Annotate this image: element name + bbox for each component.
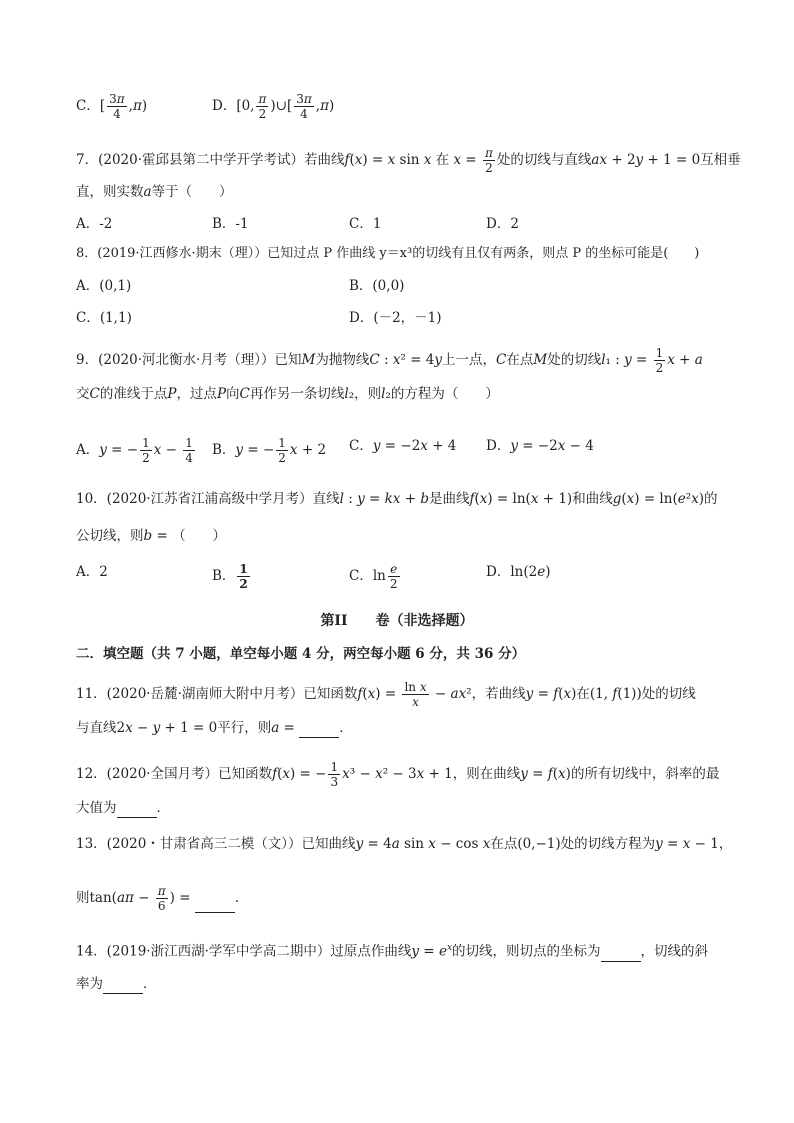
q11-text-mid2: 在 [576, 686, 590, 702]
q12-line-1: 12．(2020·全国月考）已知函数f(x) = − $\frac{1}{3}$ x³ − x² − 3x + 1，则在曲线y = f(x)的所有切线中，斜率的最 [76, 760, 720, 789]
option-label: C． [76, 98, 100, 114]
answer-blank[interactable] [195, 898, 235, 913]
q11-line2a: 与直线 [76, 720, 117, 736]
q10-option-c: C．ln $\frac{e}{2}$ [349, 562, 398, 591]
q11-line-2: 与直线2x − y + 1 = 0平行，则a = ． [76, 720, 353, 736]
q9-line2e: 再作另一条切线 [249, 386, 345, 402]
q6-option-d: D．[0, $\frac{\pi}{2}$ )∪[ $\frac{3\pi}{4}$ ,π) [212, 92, 335, 121]
q13-line-2: 则tan(aπ − $\frac{\pi}{6}$ ) = ． [76, 884, 249, 913]
q14-text-mid: 的切线，则切点的坐标为 [452, 943, 601, 960]
q7-line2b: 等于（ ） [151, 184, 233, 200]
q11-line-1: 11．(2020·岳麓·湖南师大附中月考）已知函数f(x) = $\frac{\text{ln x}}{x}$ − ax²，若曲线y = f(x)在(1, f(1))处的切线 [76, 680, 696, 709]
q9-line2a: 交 [76, 386, 90, 402]
section-heading: 二．填空题（共 7 小题，单空每小题 4 分，两空每小题 6 分，共 36 分） [76, 646, 526, 662]
q9-text-mid4: 处的切线 [547, 352, 602, 368]
q7-text: 7．(2020·霍邱县第二中学开学考试）若曲线 [76, 152, 345, 168]
q9-text-mid1: 为抛物线 [315, 352, 370, 368]
answer-blank[interactable] [117, 803, 157, 818]
q9-line2f: ，则 [354, 386, 382, 402]
part2-title: 第II 卷（非选择题） [320, 613, 474, 629]
q9-text-mid2: 上一点， [442, 352, 497, 368]
q7-option-d: D．2 [486, 216, 519, 232]
q11-text-suffix: 处的切线 [641, 686, 696, 702]
option-label: A． [76, 442, 100, 458]
q10-text-mid2: 和曲线 [572, 491, 613, 507]
q13-line2b: ． [234, 890, 249, 906]
q8-option-b: B．(0,0) [349, 278, 405, 294]
option-label: D． [486, 438, 511, 454]
q12-text: 12．(2020·全国月考）已知函数 [76, 766, 273, 782]
q9-option-d: D．y = −2x − 4 [486, 438, 594, 454]
q7-option-c: C．1 [349, 216, 382, 232]
q10-line2a: 公切线，则 [76, 528, 144, 544]
option-label: B． [212, 442, 236, 458]
option-label: D． [486, 564, 511, 580]
q9-line-1: 9．(2020·河北衡水·月考（理））已知M为抛物线C : x² = 4y上一点，C在点M处的切线l₁ : y = $\frac{1}{2}$ x + a [76, 346, 703, 375]
q8-text: 8．(2019·江西修水·期末（理））已知过点 P 作曲线 y＝x³的切线有且仅有两条，则点 P 的坐标可能是( ) [76, 246, 700, 261]
q13-line-1: 13．(2020・甘肃省高三二模（文））已知曲线y = 4a sin x − cos x在点(0,−1)处的切线方程为y = x − 1， [76, 836, 733, 852]
option-label: C． [349, 438, 373, 454]
q13-text-suffix: ， [718, 836, 733, 852]
answer-blank[interactable] [601, 947, 641, 962]
q14-line2: 率为 [76, 976, 103, 992]
q10-text: 10．(2020·江苏省江浦高级中学月考）直线 [76, 491, 340, 507]
q9-line-2: 交C的准线于点P，过点P向C再作另一条切线l₂，则l₂的方程为（ ） [76, 386, 499, 402]
q6-option-c: C．[ $\frac{3\pi}{4}$ ,π) [76, 92, 148, 121]
q11-text: 11．(2020·岳麓·湖南师大附中月考）已知函数 [76, 686, 358, 702]
q11-text-mid1: ，若曲线 [471, 686, 526, 702]
q9-line2g: 的方程为（ ） [390, 386, 499, 402]
q8-option-d: D．(－2，－1) [349, 310, 442, 326]
q7-text-mid: 处的切线与直线 [496, 152, 592, 168]
q10-text-mid1: 是曲线 [428, 491, 470, 507]
q7-text-suffix: 互相垂 [700, 152, 741, 168]
q7-line-1: 7．(2020·霍邱县第二中学开学考试）若曲线f(x) = x sin x 在 x = $\frac{\pi}{2}$ 处的切线与直线ax + 2y + 1 = 0互相垂 [76, 146, 741, 175]
q10-option-b: B． $\frac{1}{2}$ [212, 562, 248, 591]
option-label: D． [212, 98, 237, 114]
q11-line2b: 平行，则 [217, 720, 272, 736]
answer-blank[interactable] [103, 979, 143, 994]
q12-line2b: ． [156, 800, 170, 816]
q9-line2c: ，过点 [176, 386, 217, 402]
q10-line-1: 10．(2020·江苏省江浦高级中学月考）直线l : y = kx + b是曲线f(x) = ln(x + 1)和曲线g(x) = ln(e²x)的 [76, 491, 718, 507]
q9-text: 9．(2020·河北衡水·月考（理））已知 [76, 352, 302, 368]
q9-line2b: 的准线于点 [99, 386, 168, 402]
q7-option-a: A．-2 [76, 216, 113, 232]
q12-text-mid: ，则在曲线 [452, 766, 521, 782]
q9-option-c: C．y = −2x + 4 [349, 438, 457, 454]
q13-text-mid1: 在点 [490, 836, 518, 852]
q7-line-2: 直，则实数a等于（ ） [76, 184, 233, 200]
q7-option-b: B．-1 [212, 216, 249, 232]
q12-line-2 [76, 798, 724, 818]
q13-text: 13．(2020・甘肃省高三二模（文））已知曲线 [76, 836, 356, 852]
q10-option-d: D．ln(2e) [486, 564, 551, 580]
q11-line2c: ． [339, 720, 353, 736]
q12-line2: 大值为 [76, 800, 117, 816]
q14-text: 14．(2019·浙江西湖·学军中学高二期中）过原点作曲线 [76, 943, 412, 960]
q9-text-mid3: 在点 [506, 352, 534, 368]
q7-line2: 直，则实数 [76, 184, 144, 200]
q13-text-mid2: 处的切线方程为 [560, 836, 656, 852]
q13-line2a: 则 [76, 890, 90, 906]
q10-option-a: A．2 [76, 564, 108, 580]
q8-option-c: C．(1,1) [76, 310, 132, 326]
q9-option-b: B．y = − $\frac{1}{2}$ x + 2 [212, 436, 327, 465]
q10-line-2: 公切线，则b = （ ） [76, 528, 227, 544]
q12-text-suffix: 的所有切线中，斜率的最 [570, 766, 720, 782]
q14-line-1: 14．(2019·浙江西湖·学军中学高二期中）过原点作曲线$y = e^x$的切线，则切点的坐标为 ，切线的斜 [76, 943, 709, 960]
q14-line2b: ． [143, 976, 157, 992]
option-label: B． [212, 568, 236, 584]
option-label: C． [349, 568, 373, 584]
q9-line2d: 向 [226, 386, 240, 402]
q10-line2b: （ ） [172, 528, 227, 544]
answer-blank[interactable] [299, 723, 339, 738]
q14-line-2 [76, 974, 724, 994]
q14-text-suffix: ，切线的斜 [640, 943, 709, 960]
q9-option-a: A．y = − $\frac{1}{2}$ x − $\frac{1}{4}$ [76, 436, 193, 465]
q8-option-a: A．(0,1) [76, 278, 132, 294]
q10-text-suffix: 的 [704, 491, 718, 507]
